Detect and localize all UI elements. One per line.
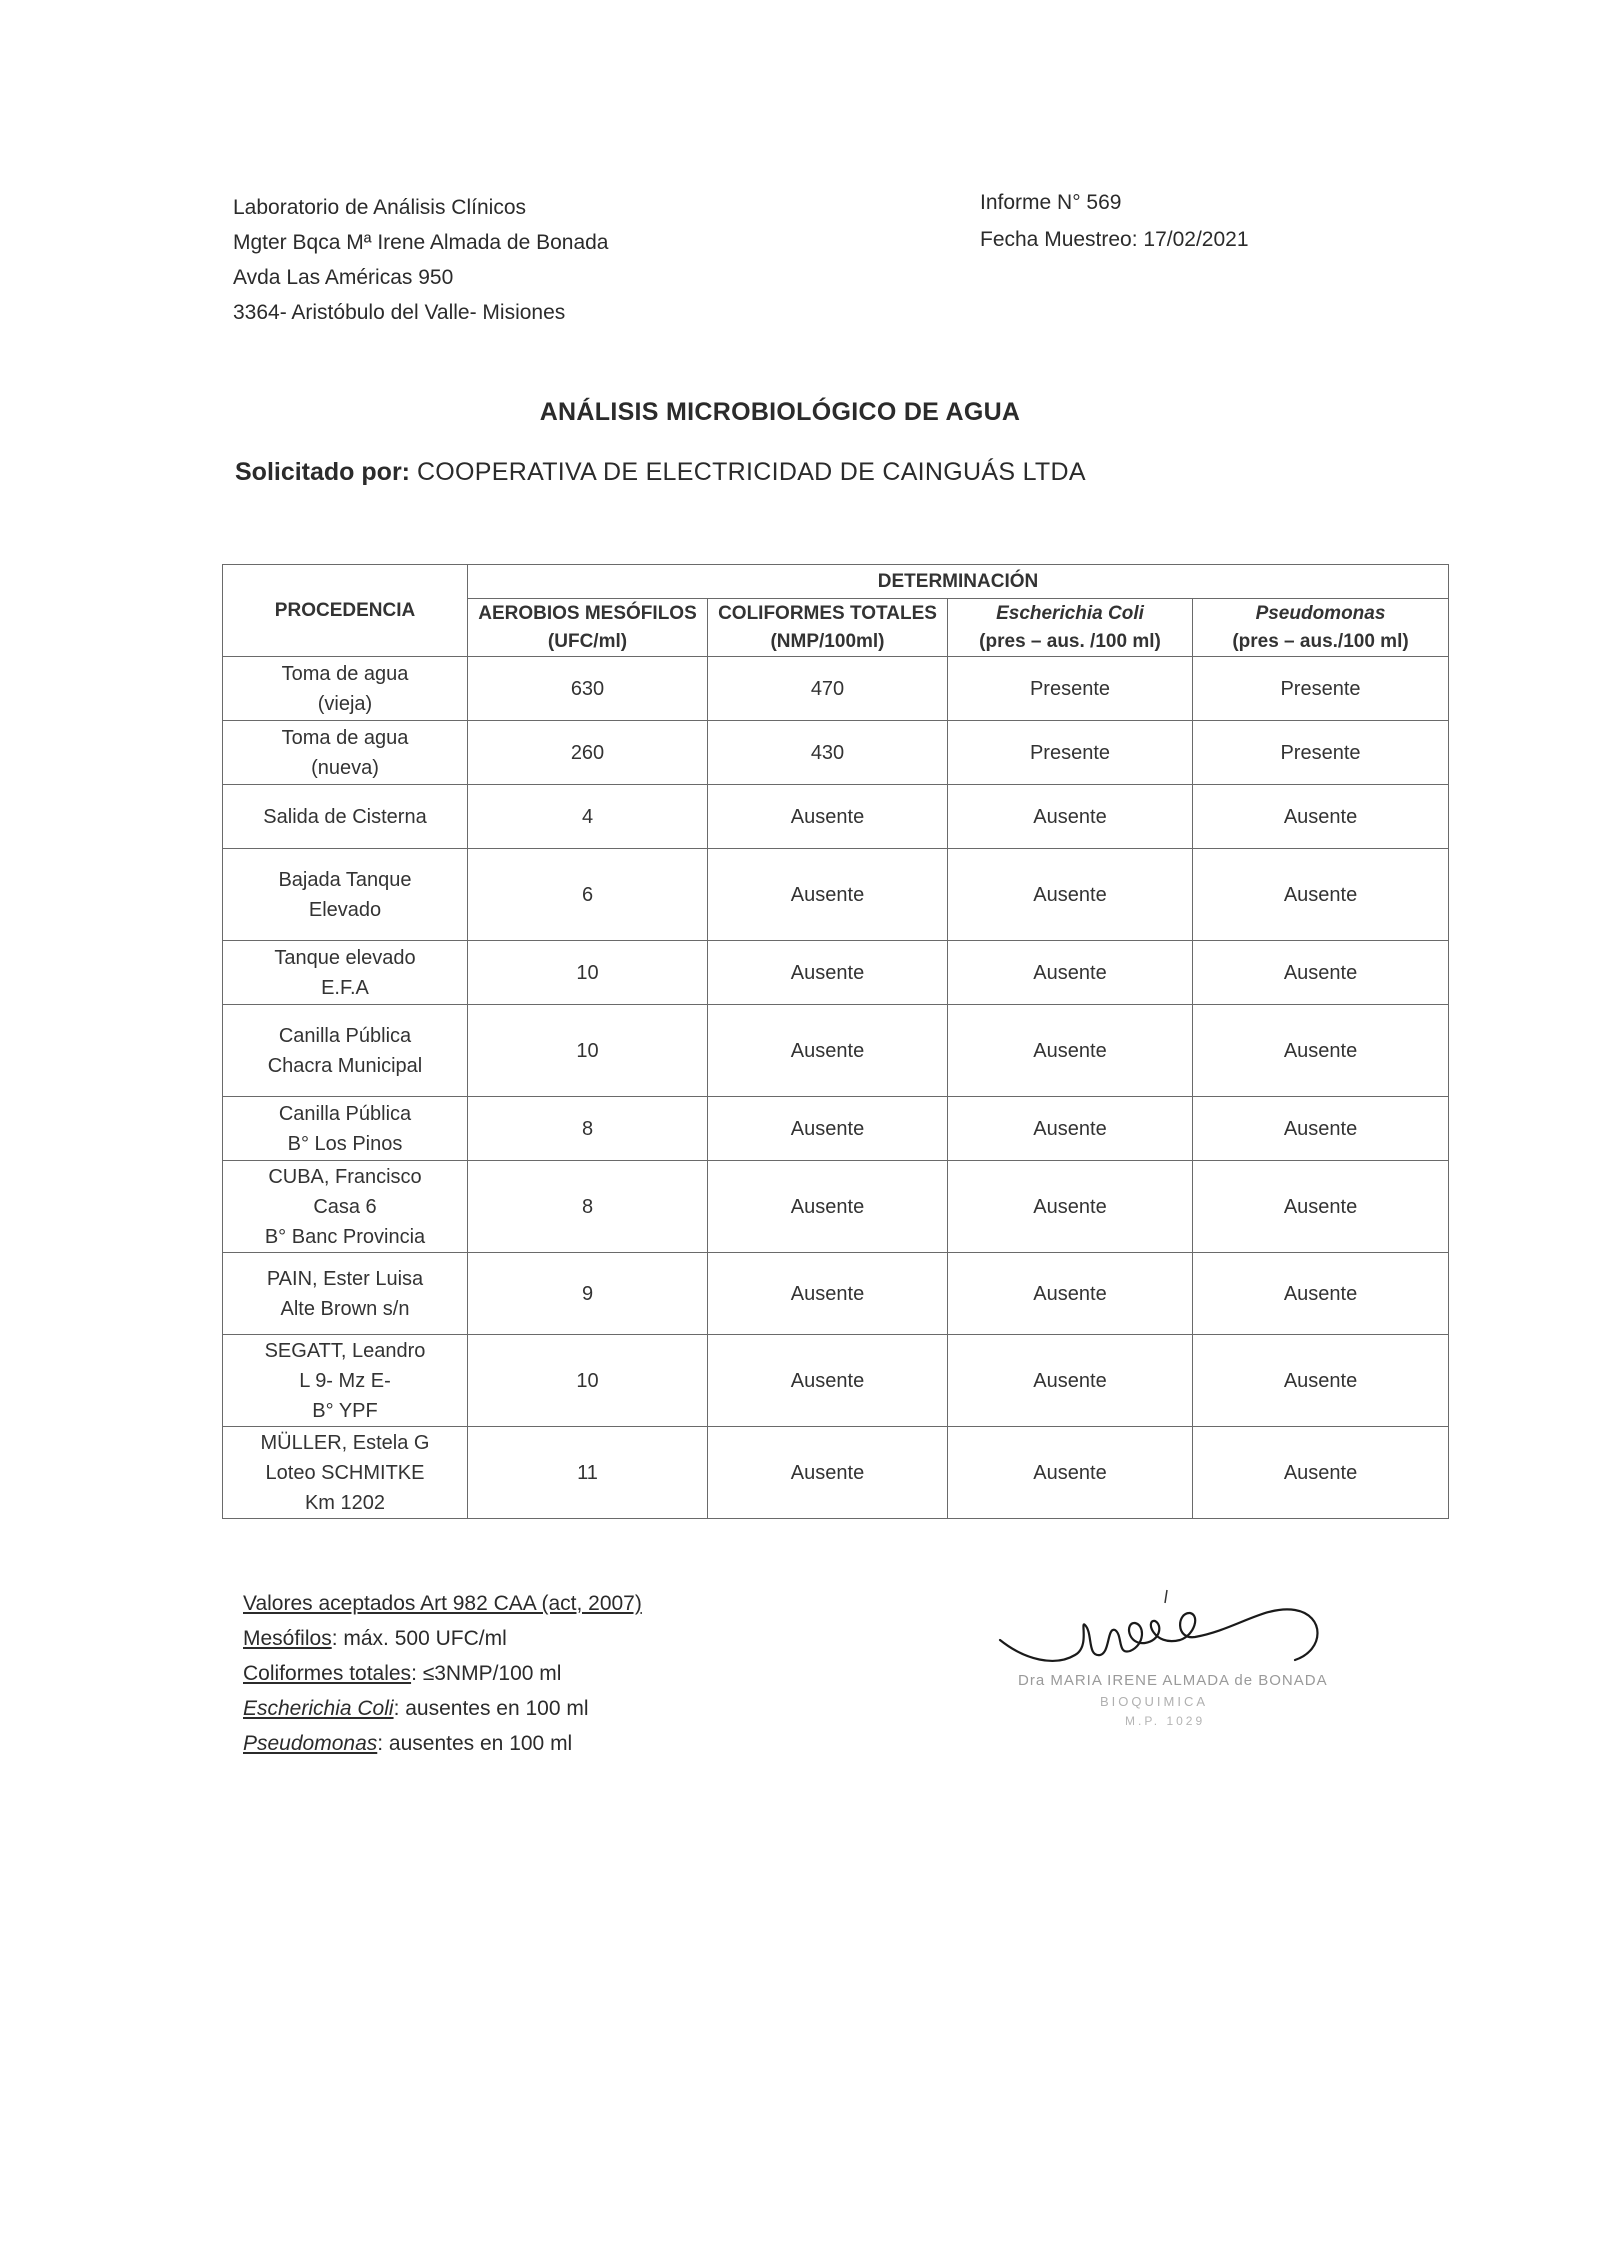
cell-coliformes: Ausente: [708, 849, 948, 941]
lab-name: Laboratorio de Análisis Clínicos: [233, 196, 526, 219]
results-body: [223, 657, 1449, 1519]
cell-aerobios: 630: [468, 657, 708, 721]
cell-procedencia: [223, 1335, 468, 1427]
cell-ecoli: Presente: [948, 657, 1193, 721]
aerobios-header: [468, 599, 708, 657]
cell-ecoli: Ausente: [948, 785, 1193, 849]
procedencia-line: Toma de agua: [281, 662, 409, 685]
limit-label: Coliformes totales: [243, 1662, 412, 1685]
table-row: [223, 785, 1449, 849]
procedencia-line: Alte Brown s/n: [280, 1297, 410, 1320]
document-title: ANÁLISIS MICROBIOLÓGICO DE AGUA: [539, 398, 1021, 426]
cell-ecoli: Ausente: [948, 1097, 1193, 1161]
ecoli-header-name: Escherichia Coli: [996, 602, 1144, 624]
cell-ecoli: Ausente: [948, 1335, 1193, 1427]
table-row: [223, 1161, 1449, 1253]
cell-coliformes: Ausente: [708, 785, 948, 849]
cell-procedencia: [223, 941, 468, 1005]
limit-coliformes: [243, 1656, 642, 1691]
cell-coliformes: Ausente: [708, 1427, 948, 1519]
procedencia-line: Salida de Cisterna: [263, 805, 427, 828]
coliformes-header-name: COLIFORMES TOTALES: [718, 602, 937, 624]
table-row: [223, 1335, 1449, 1427]
procedencia-line: Chacra Municipal: [267, 1054, 423, 1077]
cell-procedencia: [223, 657, 468, 721]
procedencia-line: CUBA, Francisco: [268, 1165, 422, 1188]
accepted-values: [243, 1586, 642, 1761]
determinacion-header: DETERMINACIÓN: [468, 565, 1449, 599]
cell-procedencia: [223, 849, 468, 941]
procedencia-line: Toma de agua: [281, 726, 409, 749]
aerobios-header-unit: (UFC/ml): [547, 630, 628, 652]
pseudomonas-header-name: Pseudomonas: [1255, 602, 1386, 624]
table-row: [223, 721, 1449, 785]
limit-label: Escherichia Coli: [243, 1697, 394, 1720]
cell-pseudomonas: Ausente: [1193, 1097, 1449, 1161]
cell-procedencia: [223, 1005, 468, 1097]
cell-pseudomonas: Ausente: [1193, 1253, 1449, 1335]
coliformes-header-unit: (NMP/100ml): [770, 630, 885, 652]
signature-name: Dra MARIA IRENE ALMADA de BONADA: [1018, 1672, 1328, 1689]
limit-text: : ≤3NMP/100 ml: [411, 1662, 562, 1685]
cell-ecoli: Ausente: [948, 1253, 1193, 1335]
cell-coliformes: Ausente: [708, 1005, 948, 1097]
cell-aerobios: 8: [468, 1161, 708, 1253]
cell-procedencia: [223, 785, 468, 849]
cell-aerobios: 11: [468, 1427, 708, 1519]
cell-aerobios: 4: [468, 785, 708, 849]
cell-aerobios: 10: [468, 1335, 708, 1427]
cell-pseudomonas: Ausente: [1193, 1005, 1449, 1097]
cell-pseudomonas: Presente: [1193, 721, 1449, 785]
cell-pseudomonas: Ausente: [1193, 1161, 1449, 1253]
cell-pseudomonas: Ausente: [1193, 941, 1449, 1005]
requested-by-label: Solicitado por:: [235, 458, 410, 486]
limit-text: : ausentes en 100 ml: [377, 1732, 573, 1755]
cell-pseudomonas: Ausente: [1193, 1427, 1449, 1519]
cell-ecoli: Ausente: [948, 1005, 1193, 1097]
limit-text: : máx. 500 UFC/ml: [331, 1627, 507, 1650]
limit-pseudomonas: [243, 1726, 642, 1761]
table-row: [223, 849, 1449, 941]
procedencia-line: PAIN, Ester Luisa: [266, 1267, 424, 1290]
cell-procedencia: [223, 721, 468, 785]
signature-title: BIOQUIMICA: [1100, 1694, 1209, 1709]
procedencia-line: Km 1202: [304, 1491, 386, 1514]
cell-coliformes: Ausente: [708, 941, 948, 1005]
limit-text: : ausentes en 100 ml: [393, 1697, 589, 1720]
procedencia-line: SEGATT, Leandro: [264, 1339, 426, 1362]
procedencia-line: (nueva): [311, 756, 379, 779]
pseudomonas-header: [1193, 599, 1449, 657]
procedencia-line: B° Los Pinos: [287, 1132, 403, 1155]
ecoli-header-unit: (pres – aus. /100 ml): [979, 630, 1161, 652]
procedencia-line: E.F.A: [321, 976, 369, 999]
cell-ecoli: Presente: [948, 721, 1193, 785]
procedencia-line: Canilla Pública: [278, 1024, 412, 1047]
limit-mesofilos: [243, 1621, 642, 1656]
cell-aerobios: 9: [468, 1253, 708, 1335]
cell-coliformes: 470: [708, 657, 948, 721]
cell-pseudomonas: Ausente: [1193, 1335, 1449, 1427]
lab-director: Mgter Bqca Mª Irene Almada de Bonada: [233, 231, 609, 254]
table-row: [223, 941, 1449, 1005]
accepted-values-title: Valores aceptados Art 982 CAA (act, 2007): [243, 1592, 642, 1615]
cell-pseudomonas: Presente: [1193, 657, 1449, 721]
cell-coliformes: 430: [708, 721, 948, 785]
table-row: [223, 1427, 1449, 1519]
cell-ecoli: Ausente: [948, 1161, 1193, 1253]
procedencia-line: Loteo SCHMITKE: [265, 1461, 425, 1484]
procedencia-line: Bajada Tanque: [278, 868, 412, 891]
results-table: [222, 564, 1449, 1519]
coliformes-header: [708, 599, 948, 657]
table-row: [223, 1253, 1449, 1335]
cell-pseudomonas: Ausente: [1193, 785, 1449, 849]
cell-ecoli: Ausente: [948, 941, 1193, 1005]
procedencia-line: Canilla Pública: [278, 1102, 412, 1125]
cell-coliformes: Ausente: [708, 1161, 948, 1253]
cell-coliformes: Ausente: [708, 1097, 948, 1161]
report-info: [980, 184, 1249, 258]
cell-coliformes: Ausente: [708, 1335, 948, 1427]
pseudomonas-header-unit: (pres – aus./100 ml): [1232, 630, 1409, 652]
aerobios-header-name: AEROBIOS MESÓFILOS: [478, 602, 697, 624]
procedencia-line: L 9- Mz E-: [299, 1369, 391, 1392]
cell-procedencia: [223, 1097, 468, 1161]
lab-address: Avda Las Américas 950: [233, 266, 454, 289]
cell-aerobios: 10: [468, 941, 708, 1005]
lab-city: 3364- Aristóbulo del Valle- Misiones: [233, 301, 566, 324]
cell-ecoli: Ausente: [948, 1427, 1193, 1519]
ecoli-header: [948, 599, 1193, 657]
table-row: [223, 1097, 1449, 1161]
procedencia-line: Tanque elevado: [274, 946, 416, 969]
procedencia-line: B° Banc Provincia: [264, 1225, 426, 1248]
cell-procedencia: [223, 1427, 468, 1519]
sample-date: Fecha Muestreo: 17/02/2021: [980, 228, 1249, 251]
cell-pseudomonas: Ausente: [1193, 849, 1449, 941]
signature-registration: M.P. 1029: [1125, 1714, 1206, 1728]
cell-aerobios: 6: [468, 849, 708, 941]
requested-by-value: COOPERATIVA DE ELECTRICIDAD DE CAINGUÁS LTDA: [416, 458, 1086, 486]
table-row: [223, 1005, 1449, 1097]
limit-ecoli: [243, 1691, 642, 1726]
report-number: Informe N° 569: [980, 191, 1122, 214]
limit-label: Pseudomonas: [243, 1732, 378, 1755]
procedencia-line: Casa 6: [313, 1195, 377, 1218]
cell-aerobios: 260: [468, 721, 708, 785]
procedencia-line: B° YPF: [312, 1399, 378, 1422]
cell-coliformes: Ausente: [708, 1253, 948, 1335]
limit-label: Mesófilos: [243, 1627, 332, 1650]
procedencia-header: PROCEDENCIA: [223, 565, 468, 657]
procedencia-line: MÜLLER, Estela G: [260, 1431, 430, 1454]
lab-header: [233, 190, 609, 330]
procedencia-line: (vieja): [317, 692, 373, 715]
cell-aerobios: 10: [468, 1005, 708, 1097]
requested-by: [235, 458, 1086, 487]
table-row: [223, 657, 1449, 721]
cell-aerobios: 8: [468, 1097, 708, 1161]
cell-ecoli: Ausente: [948, 849, 1193, 941]
cell-procedencia: [223, 1161, 468, 1253]
procedencia-line: Elevado: [308, 898, 382, 921]
cell-procedencia: [223, 1253, 468, 1335]
